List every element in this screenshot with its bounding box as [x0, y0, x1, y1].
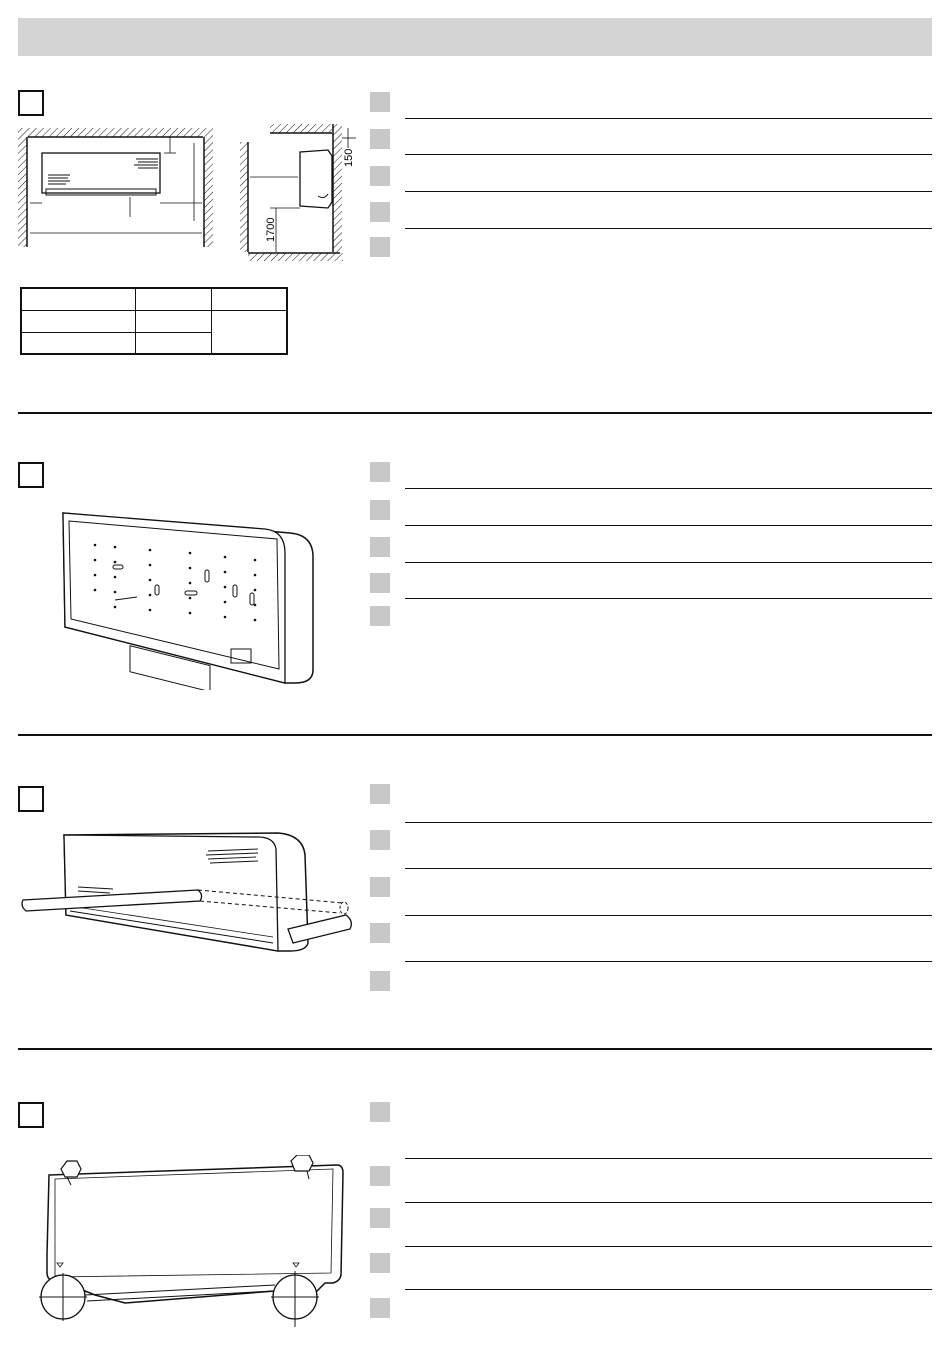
- page-header-bar: [18, 18, 932, 56]
- section-3-pipe-routing-diagram: [18, 825, 363, 955]
- side-mount-height-label: 1700: [265, 217, 277, 242]
- section-1-dimension-table: [20, 287, 288, 355]
- section-divider-3: [18, 1048, 932, 1050]
- section-divider-2: [18, 734, 932, 736]
- table-row: [21, 310, 287, 332]
- side-clearance-top-label: 150: [343, 148, 355, 167]
- section-4-number-box: [18, 1102, 44, 1128]
- section-1-number-box: [18, 90, 44, 116]
- section-2-number-box: [18, 462, 44, 488]
- section-4-mounting-plate-diagram: [25, 1155, 345, 1330]
- section-1-side-clearance-diagram: [240, 122, 365, 272]
- section-2-unit-rear-diagram: [55, 505, 320, 690]
- section-3-number-box: [18, 786, 44, 812]
- section-1-front-clearance-diagram: [18, 125, 218, 250]
- section-divider-1: [18, 412, 932, 414]
- table-row: [21, 288, 287, 310]
